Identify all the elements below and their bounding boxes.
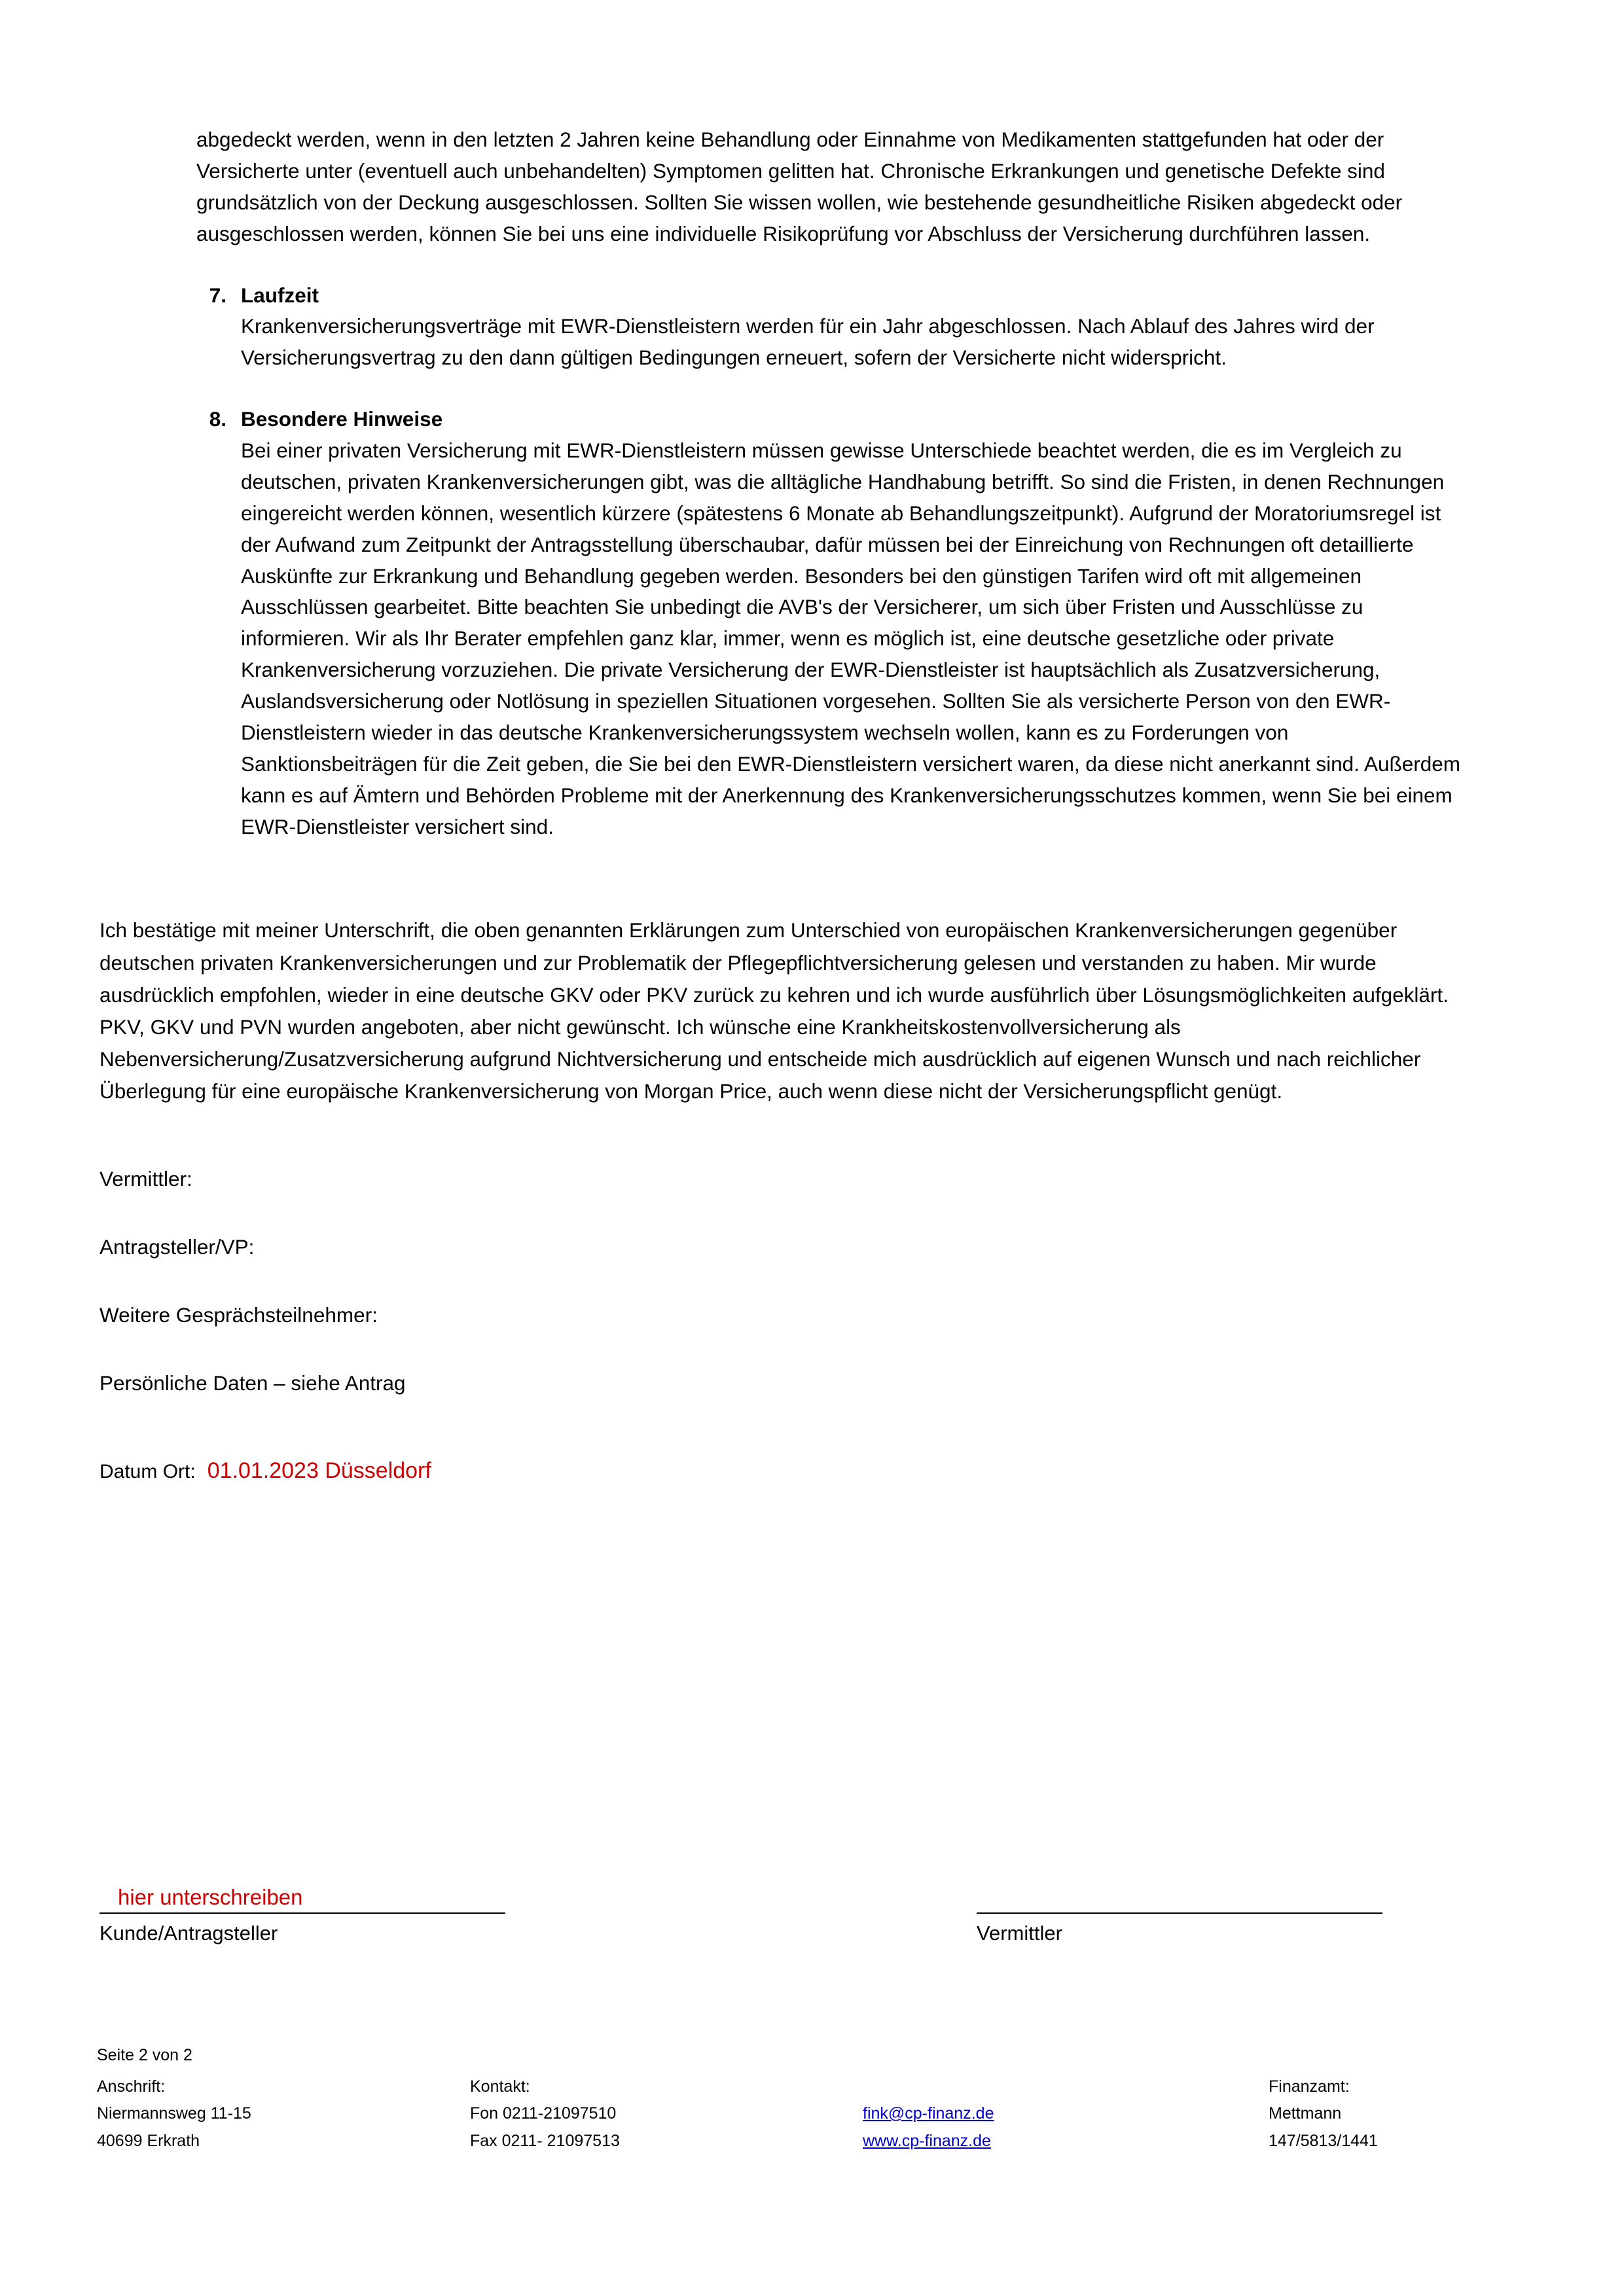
signature-column-agent <box>977 1912 1396 1945</box>
section-title: Besondere Hinweise <box>241 407 443 431</box>
footer-label-contact: Kontakt: <box>470 2077 530 2096</box>
footer-email[interactable] <box>863 2100 1269 2128</box>
date-place-value: 01.01.2023 Düsseldorf <box>207 1458 431 1483</box>
section-body <box>241 404 1466 842</box>
section-laufzeit <box>196 280 1466 374</box>
footer-contact-line-1: Fon 0211-21097510 <box>470 2104 617 2123</box>
section-number: 8. <box>209 407 226 431</box>
footer-contact-line-2: Fax 0211- 21097513 <box>470 2131 620 2150</box>
section-number: 7. <box>209 283 226 307</box>
page-footer <box>97 2042 1524 2155</box>
footer-finance-line-1: Mettmann <box>1269 2104 1342 2123</box>
signature-column-customer <box>99 1912 518 1945</box>
footer-address-line-1: Niermannsweg 11-15 <box>97 2104 251 2123</box>
handwritten-signature-note: hier unterschreiben <box>118 1885 303 1909</box>
list-item: Weitere Gesprächsteilnehmer: <box>99 1302 378 1327</box>
footer-finance-line-2: 147/5813/1441 <box>1269 2131 1378 2150</box>
signature-caption-customer: Kunde/Antragsteller <box>99 1922 278 1945</box>
website-link[interactable]: www.cp-finanz.de <box>863 2131 991 2150</box>
list-item: Persönliche Daten – siehe Antrag <box>99 1371 406 1395</box>
intro-paragraph: abgedeckt werden, wenn in den letzten 2 Jahren keine Behandlung oder Einnahme von Medikamenten stattgefunden hat oder der Versicherte unter (eventuell auch unbehandelten) Symptomen gelitten hat. Chronische Erkrankungen und genetische Defekte sind grundsätzlich von der Deckung ausgeschlossen. Sollten Sie wissen wollen, wie bestehende gesundheitliche Risiken abgedeckt oder ausgeschlossen werden, können Sie bei uns eine individuelle Risikoprüfung vor Abschluss der Versicherung durchführen lassen. <box>196 128 1403 245</box>
section-text: Bei einer privaten Versicherung mit EWR-Dienstleistern müssen gewisse Unterschiede beachtet werden, die es im Vergleich zu deutschen, privaten Krankenversicherungen gibt, was die alltägliche Handhabung betrifft. So sind die Fristen, in denen Rechnungen eingereicht werden können, wesentlich kürzere (spätestens 6 Monate ab Behandlungszeitpunkt). Aufgrund der Moratoriumsregel ist der Aufwand zum Zeitpunkt der Antragsstellung überschaubar, dafür müssen bei der Einreichung von Rechnungen oft detaillierte Auskünfte zur Erkrankung und Behandlung gegeben werden. Besonders bei den günstigen Tarifen wird oft mit allgemeinen Ausschlüssen gearbeitet. Bitte beachten Sie unbedingt die AVB's der Versicherer, um sich über Fristen und Ausschlüsse zu informieren. Wir als Ihr Berater empfehlen ganz klar, immer, wenn es möglich ist, eine deutsche gesetzliche oder private Krankenversicherung vorzuziehen. Die private Versicherung der EWR-Dienstleister ist hauptsächlich als Zusatzversicherung, Auslandsversicherung oder Notlösung in speziellen Situationen vorgesehen. Sollten Sie als versicherte Person von den EWR-Dienstleistern wieder in das deutsche Krankenversicherungssystem wechseln wollen, kann es zu Forderungen von Sanktionsbeiträgen für die Zeit geben, die Sie bei den EWR-Dienstleistern versichert waren, da diese nicht anerkannt sind. Außerdem kann es auf Ämtern und Behörden Probleme mit der Anerkennung des Krankenversicherungsschutzes kommen, wenn Sie bei einem EWR-Dienstleister versichert sind. <box>241 439 1461 838</box>
confirmation-paragraph: Ich bestätige mit meiner Unterschrift, die oben genannten Erklärungen zum Unterschied von europäischen Krankenversicherungen gegenüber deutschen privaten Krankenversicherungen und zur Problematik der Pflegepflichtversicherung gelesen und verstanden zu haben. Mir wurde ausdrücklich empfohlen, wieder in eine deutsche GKV oder PKV zurück zu kehren und ich wurde ausführlich über Lösungsmöglichkeiten aufgeklärt. PKV, GKV und PVN wurden angeboten, aber nicht gewünscht. Ich wünsche eine Krankheitskostenvollversicherung als Nebenversicherung/Zusatzversicherung aufgrund Nichtversicherung und entscheide mich ausdrücklich auf eigenen Wunsch und nach reichlicher Überlegung für eine europäische Krankenversicherung von Morgan Price, auch wenn diese nicht der Versicherungspflicht genügt. <box>99 918 1449 1103</box>
signature-line-customer[interactable] <box>99 1912 505 1914</box>
email-link[interactable]: fink@cp-finanz.de <box>863 2104 994 2123</box>
section-body <box>241 280 1466 374</box>
section-text: Krankenversicherungsverträge mit EWR-Dienstleistern werden für ein Jahr abgeschlossen. Nach Ablauf des Jahres wird der Versicherungsvertrag zu den dann gültigen Bedingungen erneuert, sofern der Versicherte nicht widerspricht. <box>241 314 1375 370</box>
footer-label-address: Anschrift: <box>97 2077 166 2096</box>
participants-list <box>99 1164 1466 1399</box>
footer-row-2 <box>97 2128 1524 2155</box>
list-item: Vermittler: <box>99 1167 192 1191</box>
signature-columns <box>99 1912 1526 1945</box>
date-place-row <box>99 1458 1466 1484</box>
signature-line-agent[interactable] <box>977 1912 1382 1914</box>
signature-area <box>99 1885 1526 1945</box>
footer-label-finance-office: Finanzamt: <box>1269 2077 1350 2096</box>
page-number: Seite 2 von 2 <box>97 2046 192 2064</box>
section-title: Laufzeit <box>241 283 319 307</box>
list-item: Antragsteller/VP: <box>99 1235 255 1259</box>
footer-address-line-2: 40699 Erkrath <box>97 2131 200 2150</box>
footer-spacer <box>863 2073 1269 2101</box>
footer-website[interactable] <box>863 2128 1269 2155</box>
date-place-label: Datum Ort: <box>99 1460 196 1482</box>
signature-caption-agent: Vermittler <box>977 1922 1062 1945</box>
document-content <box>99 124 1466 1484</box>
section-besondere-hinweise <box>196 404 1466 842</box>
footer-row-1 <box>97 2100 1524 2128</box>
footer-header-row <box>97 2073 1524 2101</box>
